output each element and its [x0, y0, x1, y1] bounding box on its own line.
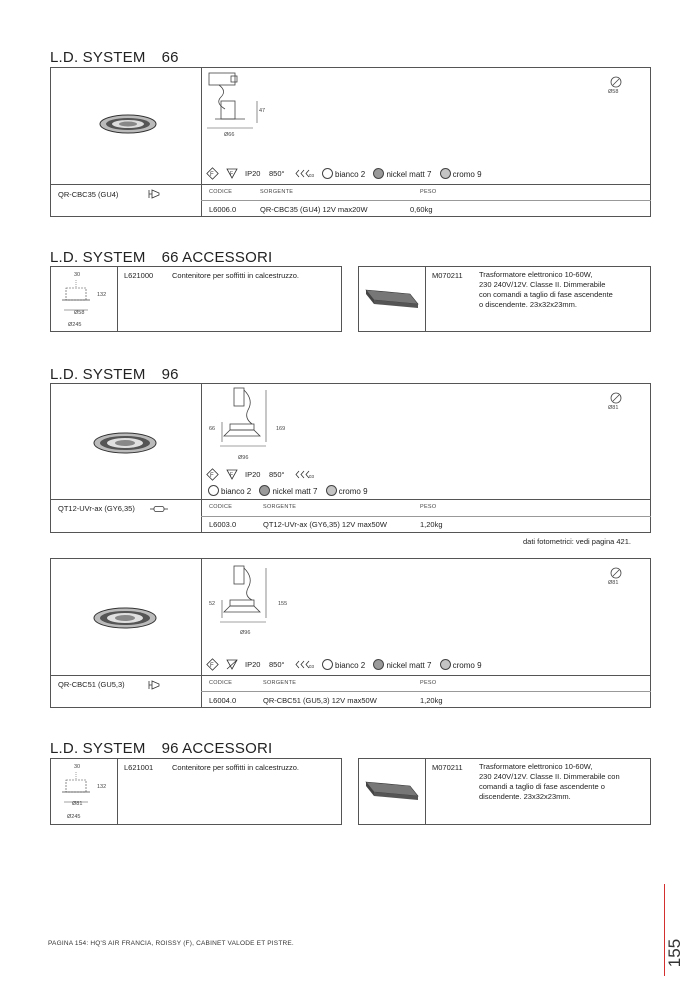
dim-height-right: 169 [276, 426, 286, 432]
glow-wire-icon [295, 659, 317, 670]
divider [50, 184, 651, 185]
dim-top: 30 [74, 764, 81, 770]
dim-side: 132 [97, 784, 107, 790]
divider [50, 675, 651, 676]
dim-height-left: 52 [209, 601, 216, 607]
transformer-photo-96 [364, 776, 420, 802]
accessory-code: L621001 [124, 763, 154, 772]
desc-line: Trasformatore elettronico 10-60W, [479, 270, 593, 279]
finish-label: cromo 9 [452, 661, 482, 670]
col-header-weight: PESO [420, 189, 437, 195]
finish-label: cromo 9 [452, 170, 482, 179]
title-text: L.D. SYSTEM [50, 249, 146, 266]
tilt-value: 850° [269, 470, 285, 479]
dim-height: 47 [259, 108, 266, 114]
photometric-note: dati fotometrici: vedi pagina 421. [523, 537, 631, 546]
lamp-icon [148, 189, 162, 199]
col-header-source: SORGENTE [260, 189, 294, 195]
svg-text:F: F [210, 473, 214, 479]
swatch-white [322, 168, 333, 179]
lamp-icon [150, 505, 168, 513]
cutout-diameter: Ø58 [608, 89, 619, 95]
desc-line: con comandi a taglio di fase ascendente [479, 290, 613, 299]
title-number: 96 [161, 366, 179, 383]
cutout-diameter: Ø81 [608, 405, 619, 411]
transformer-photo-66 [364, 284, 420, 310]
col-header-code: CODICE [209, 189, 233, 195]
svg-text:03: 03 [309, 173, 315, 178]
divider [425, 758, 426, 825]
desc-line: o discendente. 23x32x23mm. [479, 300, 577, 309]
swatch-nickel [373, 168, 384, 179]
svg-text:F: F [230, 472, 234, 478]
desc-line: comandi a taglio di fase ascendente o [479, 782, 605, 791]
dim-d1: Ø58 [74, 310, 85, 316]
fixture-photo-66 [100, 112, 160, 136]
accessory-desc: Contenitore per soffitti in calcestruzzo. [172, 271, 300, 280]
finish-option[interactable] [259, 487, 317, 496]
section-title-66 [50, 49, 179, 66]
swatch-nickel [259, 485, 270, 496]
finish-label: bianco 2 [335, 170, 366, 179]
section-title-96 [50, 366, 179, 383]
svg-text:03: 03 [309, 474, 315, 479]
divider [201, 691, 651, 692]
svg-text:F: F [210, 663, 214, 669]
swatch-chrome [440, 659, 451, 670]
dim-diameter: Ø66 [224, 132, 235, 138]
col-header-weight: PESO [420, 680, 437, 686]
finish-option[interactable] [322, 661, 365, 670]
dim-diameter: Ø96 [240, 630, 251, 636]
finish-option[interactable] [440, 170, 482, 179]
finish-option[interactable] [373, 661, 431, 670]
divider [50, 499, 651, 500]
product-source: QR-CBC35 (GU4) 12V max20W [260, 205, 368, 214]
technical-drawing-66 [205, 73, 265, 138]
finish-options [208, 485, 374, 496]
finish-options [322, 659, 488, 670]
product-card-96 [50, 383, 651, 533]
divider [117, 266, 118, 332]
finish-option[interactable] [208, 487, 251, 496]
col-header-code: CODICE [209, 504, 233, 510]
section-title-96-accessori [50, 740, 272, 757]
dim-d1: Ø81 [72, 801, 83, 807]
accessory-desc: Contenitore per soffitti in calcestruzzo. [172, 763, 300, 772]
swatch-nickel [373, 659, 384, 670]
dim-d2: Ø245 [68, 322, 82, 328]
finish-option[interactable] [373, 170, 431, 179]
desc-line: discendente. 23x32x23mm. [479, 792, 571, 801]
photo-caption: PAGINA 154: HQ'S AIR FRANCIA, ROISSY (F), CABINET VALODE ET PISTRE. [48, 940, 294, 947]
dim-d2: Ø245 [67, 814, 81, 820]
fixture-photo-96 [92, 430, 158, 456]
svg-text:F: F [230, 171, 234, 177]
finish-label: bianco 2 [221, 487, 252, 496]
title-number: 96 ACCESSORI [161, 740, 273, 757]
finish-label: nickel matt 7 [386, 661, 432, 670]
finish-label: bianco 2 [335, 661, 366, 670]
transformer-desc [479, 762, 620, 802]
accessory-code: L621000 [124, 271, 154, 280]
divider [117, 758, 118, 825]
certification-icons [207, 469, 239, 480]
product-weight: 1,20kg [420, 520, 443, 529]
product-weight: 0,60kg [410, 205, 433, 214]
technical-drawing-96 [220, 386, 270, 452]
certification-icons [207, 659, 239, 670]
certification-icons [207, 168, 239, 179]
product-source: QT12-UVr-ax (GY6,35) 12V max50W [263, 520, 387, 529]
divider [201, 383, 202, 533]
page-number: 155 [665, 938, 684, 968]
ip-rating: IP20 [245, 470, 261, 479]
cutout-icon [609, 75, 623, 89]
lamp-label: QR-CBC35 (GU4) [58, 190, 119, 199]
product-code: L6003.0 [209, 520, 237, 529]
fixture-photo-96-gu53 [92, 605, 158, 631]
swatch-white [208, 485, 219, 496]
divider [201, 516, 651, 517]
dim-height-right: 155 [278, 601, 288, 607]
glow-wire-icon [295, 168, 317, 179]
cutout-diameter: Ø81 [608, 580, 619, 586]
product-code: L6004.0 [209, 696, 237, 705]
transformer-code: M070211 [432, 271, 463, 280]
ip-rating: IP20 [245, 169, 261, 178]
finish-options [322, 168, 488, 179]
dim-height-left: 66 [209, 426, 216, 432]
technical-drawing-96-gu53 [220, 562, 270, 628]
tilt-value: 850° [269, 169, 285, 178]
product-weight: 1,20kg [420, 696, 443, 705]
swatch-chrome [326, 485, 337, 496]
swatch-chrome [440, 168, 451, 179]
cutout-icon [609, 566, 623, 580]
divider [201, 67, 202, 217]
finish-label: nickel matt 7 [272, 487, 318, 496]
finish-label: cromo 9 [338, 487, 368, 496]
lamp-icon [148, 680, 162, 690]
transformer-desc [479, 270, 613, 310]
title-number: 66 ACCESSORI [161, 249, 273, 266]
product-source: QR-CBC51 (GU5,3) 12V max50W [263, 696, 377, 705]
section-title-66-accessori [50, 249, 272, 266]
transformer-code: M070211 [432, 763, 463, 772]
title-text: L.D. SYSTEM [50, 740, 146, 757]
tilt-value: 850° [269, 660, 285, 669]
lamp-label: QT12-UVr-ax (GY6,35) [58, 504, 135, 513]
lamp-label: QR-CBC51 (GU5,3) [58, 680, 125, 689]
dim-diameter: Ø96 [238, 455, 249, 461]
ip-rating: IP20 [245, 660, 261, 669]
finish-option[interactable] [322, 170, 365, 179]
dim-top: 30 [74, 272, 81, 278]
dim-side: 132 [97, 292, 107, 298]
cutout-icon [609, 391, 623, 405]
glow-wire-icon [295, 469, 317, 480]
desc-line: Trasformatore elettronico 10-60W, [479, 762, 593, 771]
product-code: L6006.0 [209, 205, 237, 214]
divider [201, 558, 202, 708]
product-card-96-gu53 [50, 558, 651, 708]
divider [201, 200, 651, 201]
svg-text:03: 03 [309, 664, 315, 669]
title-text: L.D. SYSTEM [50, 366, 146, 383]
divider [425, 266, 426, 332]
swatch-white [322, 659, 333, 670]
col-header-weight: PESO [420, 504, 437, 510]
desc-line: 230 240V/12V. Classe II. Dimmerabile con [479, 772, 620, 781]
col-header-source: SORGENTE [263, 504, 297, 510]
finish-option[interactable] [440, 661, 482, 670]
title-text: L.D. SYSTEM [50, 49, 146, 66]
desc-line: 230 240V/12V. Classe II. Dimmerabile [479, 280, 606, 289]
finish-label: nickel matt 7 [386, 170, 432, 179]
product-card-66 [50, 67, 651, 217]
col-header-code: CODICE [209, 680, 233, 686]
finish-option[interactable] [326, 487, 368, 496]
svg-text:F: F [210, 172, 214, 178]
title-number: 66 [161, 49, 179, 66]
col-header-source: SORGENTE [263, 680, 297, 686]
